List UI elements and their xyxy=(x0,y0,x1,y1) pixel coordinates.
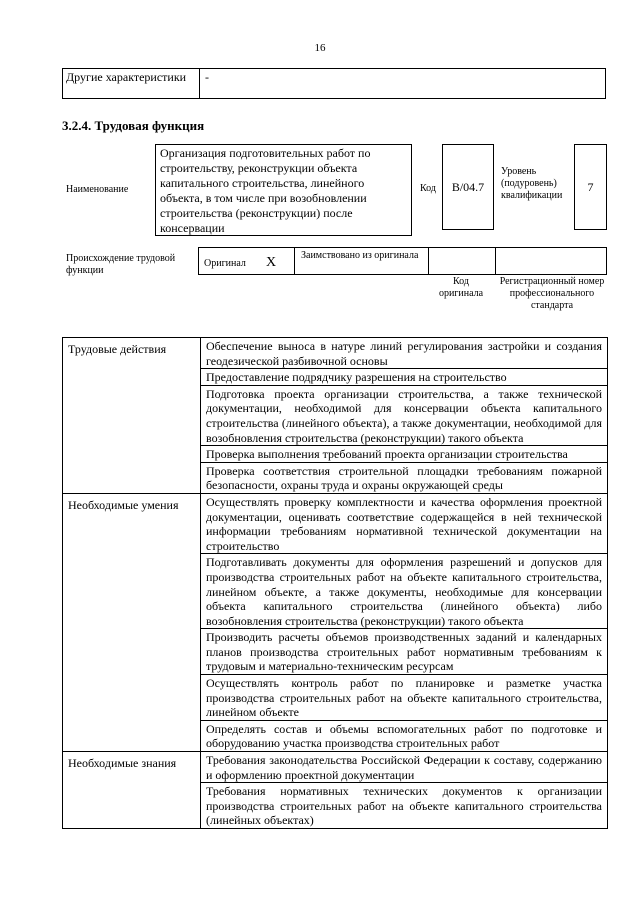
origin-row xyxy=(198,247,607,275)
category-cell: Трудовые действия xyxy=(63,338,201,494)
function-name: Организация подготовительных работ по строительству, реконструкции объекта капитального строительства, линейного объекта, в том числе при возобновлении строительства (реконструкции) после консервации xyxy=(155,144,412,236)
other-characteristics-table xyxy=(62,68,606,99)
qualification-level-label: Уровень (подуровень) квалификации xyxy=(501,166,563,201)
code-original-label: Код оригинала xyxy=(438,276,484,299)
section-title: 3.2.4. Трудовая функция xyxy=(62,118,205,133)
table-row xyxy=(63,752,608,783)
item-cell: Осуществлять контроль работ по планировке и разметке участка производства строительных работ на объекте капитального строительства, линейном объекте xyxy=(201,675,608,721)
category-cell: Необходимые умения xyxy=(63,493,201,751)
item-cell: Проверка соответствия строительной площадки требованиям пожарной безопасности, охраны труда и охраны окружающей среды xyxy=(201,462,608,493)
category-cell: Необходимые знания xyxy=(63,752,201,829)
item-cell: Предоставление подрядчику разрешения на строительство xyxy=(201,369,608,386)
original-label: Оригинал xyxy=(204,258,246,269)
original-mark: X xyxy=(266,255,277,270)
origin-divider xyxy=(198,248,199,274)
origin-label: Происхождение трудовой функции xyxy=(66,253,176,276)
borrowed-label: Заимствовано из оригинала xyxy=(301,250,419,261)
item-cell: Обеспечение выноса в натуре линий регулирования застройки и создания геодезической разбивочной основы xyxy=(201,338,608,369)
other-characteristics-value: - xyxy=(205,70,209,84)
name-label: Наименование xyxy=(66,184,129,195)
item-cell: Производить расчеты объемов производственных заданий и календарных планов производства строительных работ нормативным требованиям к трудовым и материально-техническим ресурсам xyxy=(201,629,608,675)
item-cell: Проверка выполнения требований проекта организации строительства xyxy=(201,446,608,463)
qualification-level: 7 xyxy=(574,144,607,230)
page-number: 16 xyxy=(314,42,326,54)
other-characteristics-label: Другие характеристики xyxy=(66,70,187,84)
column-divider xyxy=(199,69,200,98)
origin-divider xyxy=(495,248,496,274)
function-code: В/04.7 xyxy=(442,144,494,230)
item-cell: Требования законодательства Российской Федерации к составу, содержанию и оформлению проектной документации xyxy=(201,752,608,783)
code-label: Код xyxy=(420,183,436,194)
item-cell: Определять состав и объемы вспомогательных работ по подготовке и оборудованию участка производства строительных работ xyxy=(201,720,608,751)
origin-divider xyxy=(606,248,607,274)
item-cell: Осуществлять проверку комплектности и качества оформления проектной документации, оценивать соответствие содержащейся в ней технической информации требованиям нормативной технической документации на строительство xyxy=(201,493,608,553)
table-row xyxy=(63,493,608,553)
item-cell: Требования нормативных технических документов к организации производства строительных работ на объекте капитального строительства (линейных объектах) xyxy=(201,783,608,829)
origin-divider xyxy=(294,248,295,274)
registration-number-label: Регистрационный номер профессионального стандарта xyxy=(499,276,605,311)
origin-divider xyxy=(428,248,429,274)
table-row xyxy=(63,338,608,369)
labor-function-table xyxy=(62,337,608,829)
item-cell: Подготовка проекта организации строительства, а также технической документации, необходимой для консервации объекта капитального строительства (линейного объекта), а также документации, необходимой для возобновления строительства (реконструкции) такого объекта xyxy=(201,385,608,445)
item-cell: Подготавливать документы для оформления разрешений и допусков для производства строительных работ на объекте капитального строительства, линейном объекте, а также документы, необходимые для консервации объекта капитального строительства (линейного объекта) либо возобновления строительства (реконструкции) такого объекта xyxy=(201,554,608,629)
